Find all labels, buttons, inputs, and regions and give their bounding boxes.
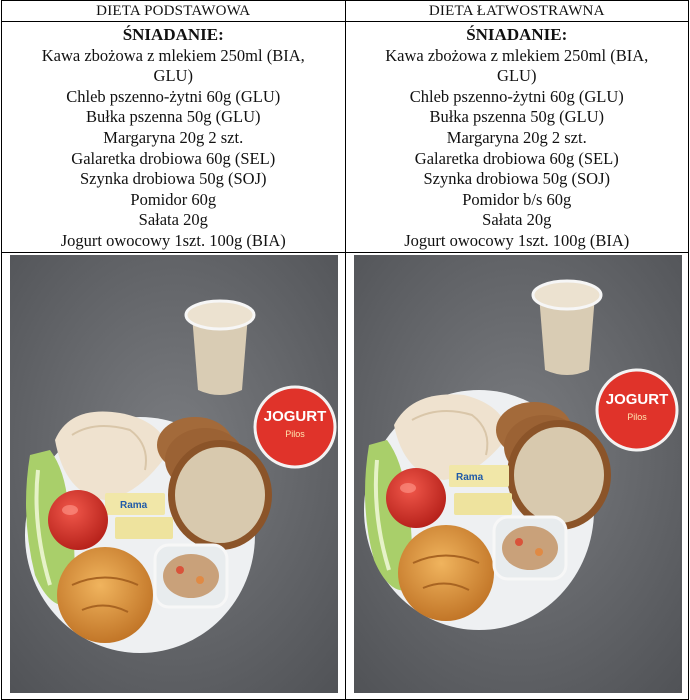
- yogurt-cup: [255, 387, 335, 467]
- bread-roll: [57, 547, 153, 643]
- menu-item: Galaretka drobiowa 60g (SEL): [71, 148, 276, 168]
- menu-items-easy-digest: [345, 22, 689, 253]
- menu-item: Galaretka drobiowa 60g (SEL): [414, 148, 619, 168]
- menu-item: Bułka pszenna 50g (GLU): [85, 107, 261, 127]
- diet-menu-table: [1, 0, 689, 700]
- menu-item: GLU): [153, 66, 193, 86]
- menu-item: Sałata 20g: [482, 210, 552, 230]
- margarine-label: Rama: [120, 500, 148, 511]
- column-header-basic: DIETA PODSTAWOWA: [2, 1, 346, 22]
- menu-item: Pomidor 60g: [130, 189, 217, 209]
- meal-photo-easy-digest: [354, 255, 682, 693]
- menu-item: Pomidor b/s 60g: [462, 189, 572, 209]
- menu-item: Sałata 20g: [138, 210, 208, 230]
- menu-item: GLU): [497, 66, 537, 86]
- photo-cell-easy-digest: [345, 253, 689, 700]
- meal-title: ŚNIADANIE:: [466, 25, 568, 44]
- column-header-easy-digest: DIETA ŁATWOSTRAWNA: [345, 1, 689, 22]
- meal-photo-basic: [10, 255, 338, 693]
- photo-cell-basic: [2, 253, 346, 700]
- menu-item: Margaryna 20g 2 szt.: [446, 127, 587, 147]
- yogurt-sub-label: Pilos: [626, 412, 647, 422]
- tomato: [48, 490, 108, 550]
- yogurt-label: JOGURT: [263, 408, 327, 425]
- meal-photo-illustration: [10, 255, 338, 693]
- menu-item: Chleb pszenno-żytni 60g (GLU): [409, 86, 624, 106]
- menu-item: Jogurt owocowy 1szt. 100g (BIA): [404, 230, 630, 250]
- menu-item: Chleb pszenno-żytni 60g (GLU): [66, 86, 281, 106]
- menu-item: Jogurt owocowy 1szt. 100g (BIA): [60, 230, 286, 250]
- margarine-label: Rama: [455, 472, 483, 483]
- yogurt-label: JOGURT: [605, 391, 668, 408]
- menu-item: Szynka drobiowa 50g (SOJ): [79, 169, 267, 189]
- menu-items-basic: [2, 22, 346, 253]
- tomato: [386, 468, 446, 528]
- menu-item: Kawa zbożowa z mlekiem 250ml (BIA,: [41, 45, 305, 65]
- yogurt-cup: [597, 370, 677, 450]
- bread-roll: [398, 525, 494, 621]
- yogurt-sub-label: Pilos: [285, 429, 305, 439]
- menu-item: Kawa zbożowa z mlekiem 250ml (BIA,: [385, 45, 649, 65]
- menu-item: Szynka drobiowa 50g (SOJ): [423, 169, 611, 189]
- meal-photo-illustration: [354, 255, 682, 693]
- chicken-jelly-container: [494, 517, 566, 579]
- menu-item: Margaryna 20g 2 szt.: [103, 127, 244, 147]
- menu-item: Bułka pszenna 50g (GLU): [429, 107, 605, 127]
- meal-title: ŚNIADANIE:: [122, 25, 224, 44]
- chicken-jelly-container: [155, 545, 227, 607]
